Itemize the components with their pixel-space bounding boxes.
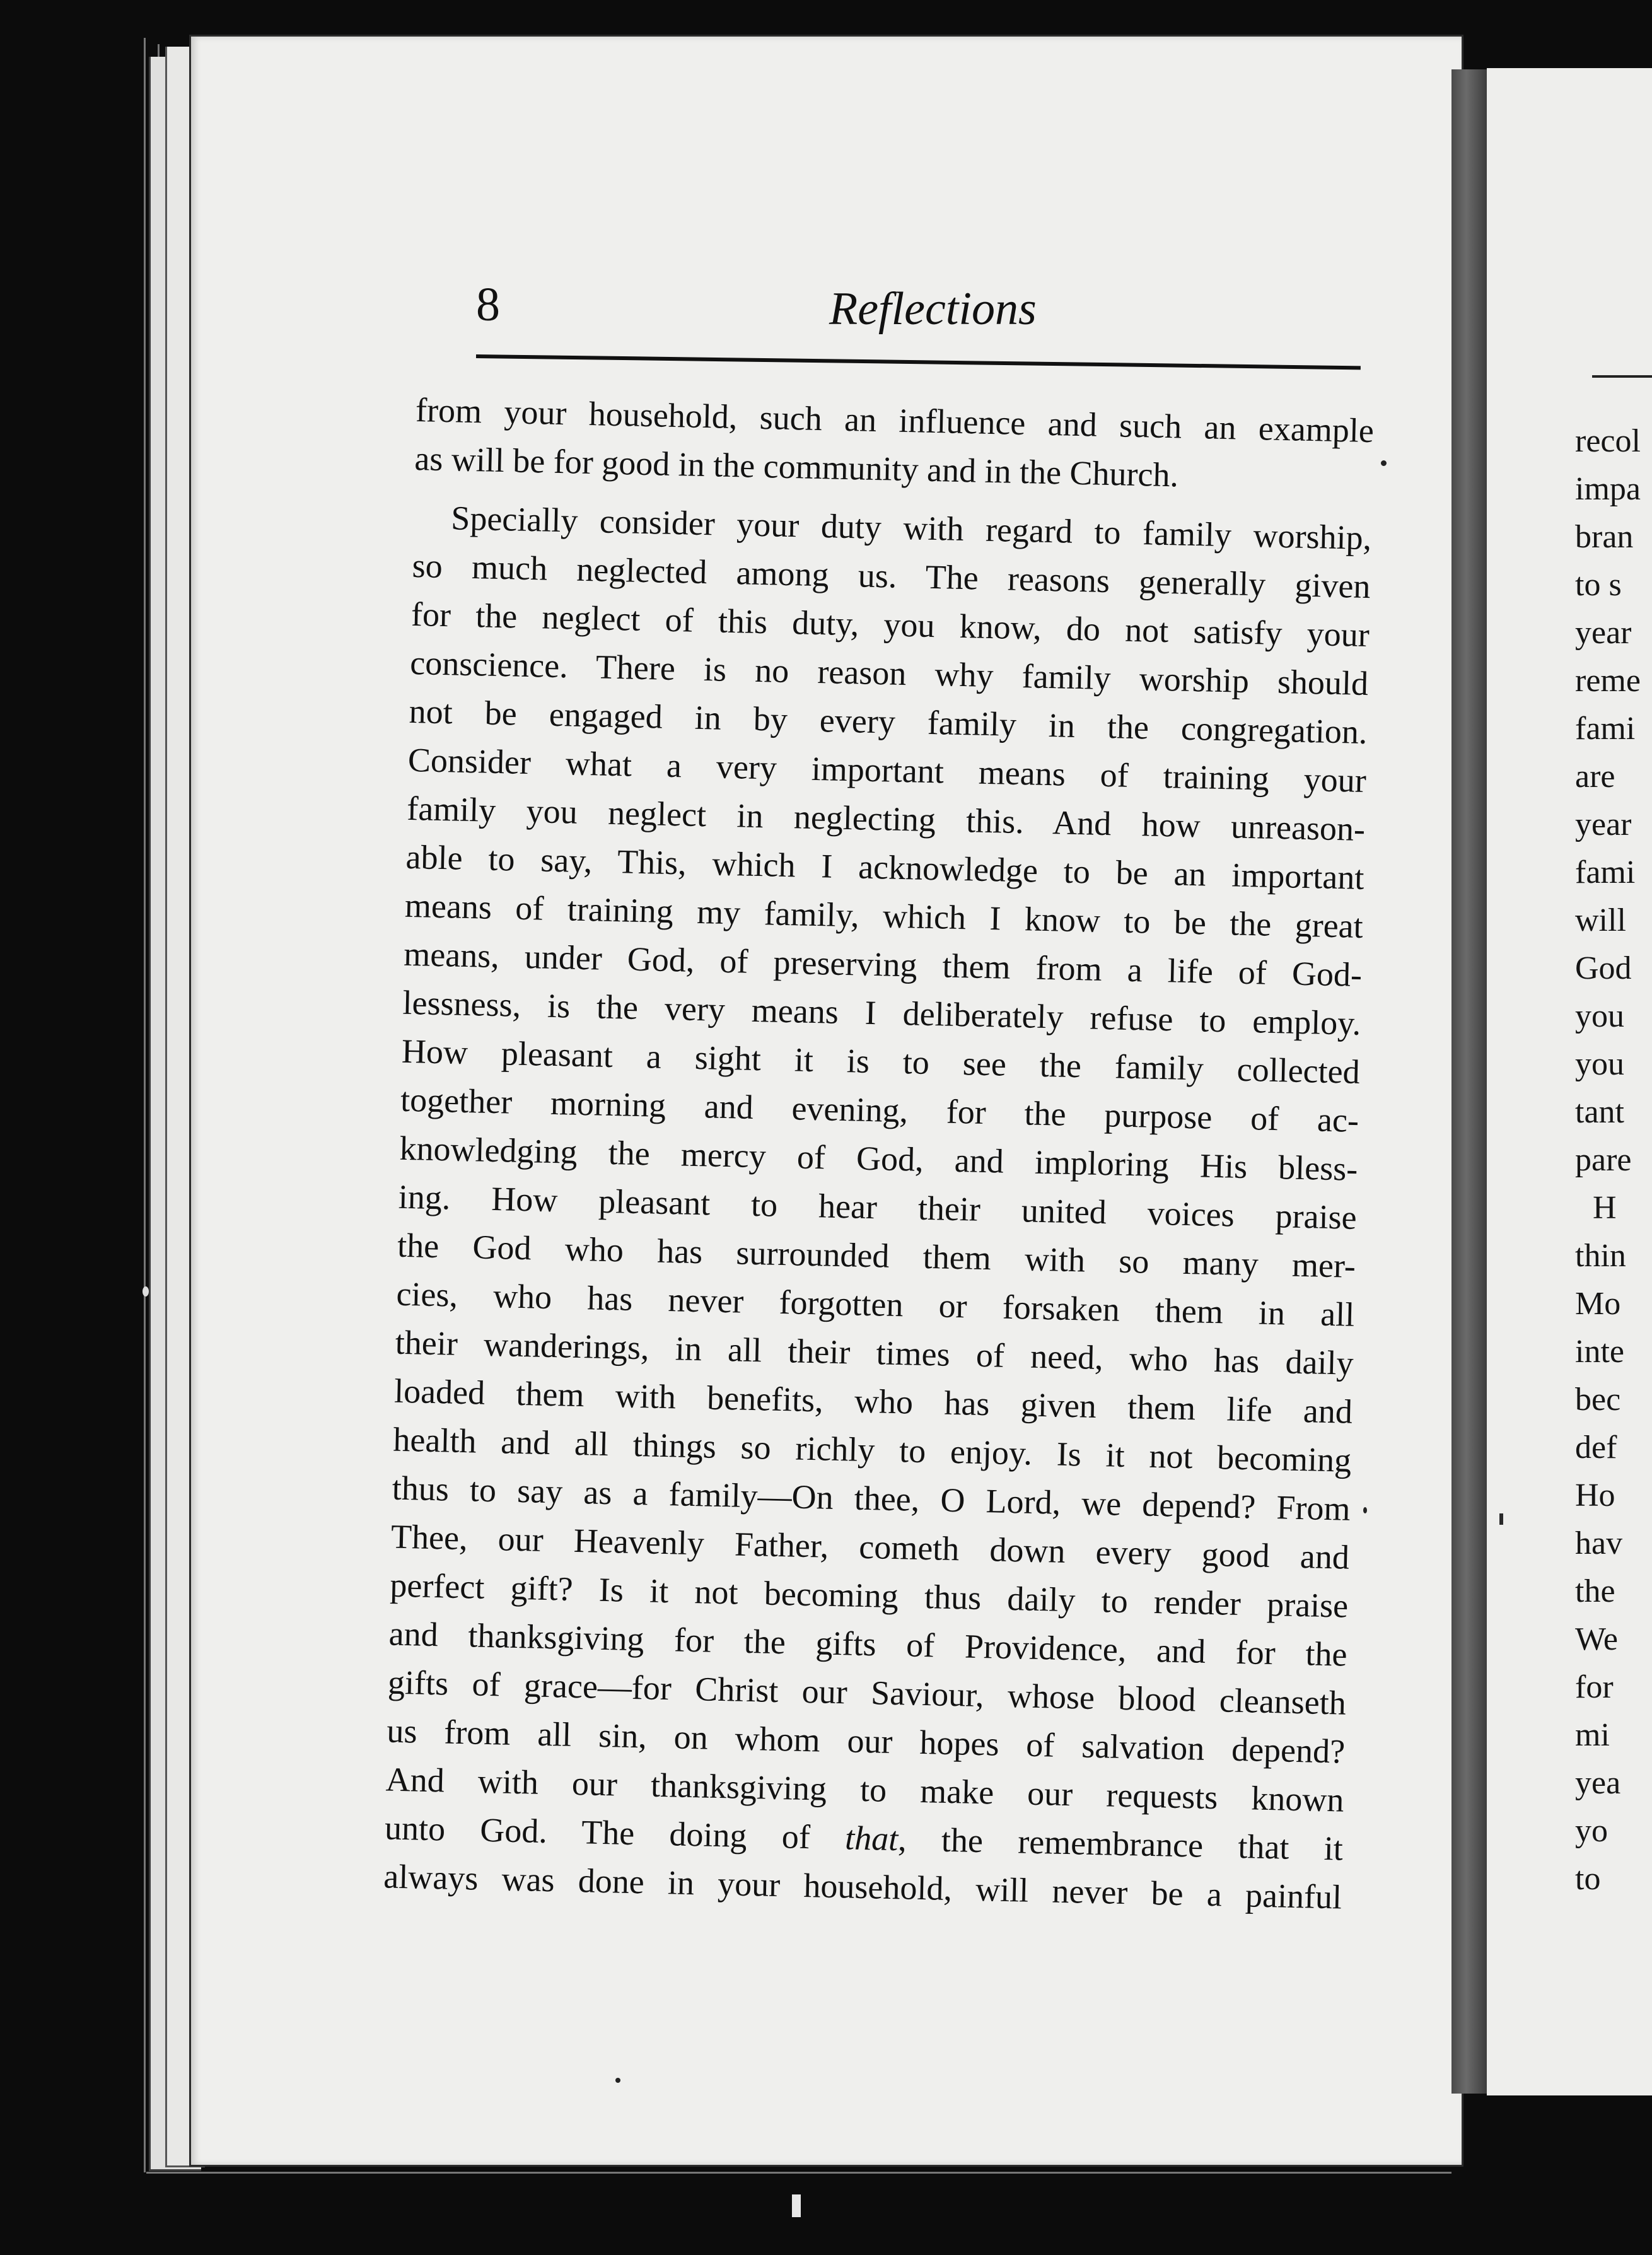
text-line: cies, who has never forgotten or forsaken them in all bbox=[395, 1274, 1355, 1334]
text-line: knowledging the mercy of God, and imploring His bless- bbox=[398, 1129, 1358, 1188]
text-line: Consider what a very important means of training your bbox=[407, 740, 1367, 800]
italic-emphasis: that bbox=[844, 1819, 899, 1858]
right-page-line: to s bbox=[1575, 567, 1622, 603]
right-page-line: We bbox=[1575, 1621, 1618, 1657]
right-page-line: reme bbox=[1575, 663, 1641, 699]
text-line: not be engaged in by every family in the congregation. bbox=[409, 692, 1368, 752]
text-line: family you neglect in neglecting this. And how unreason- bbox=[406, 789, 1366, 848]
text-line: perfect gift? Is it not becoming thus daily to render praise bbox=[389, 1566, 1349, 1625]
right-page-line: are bbox=[1575, 759, 1615, 795]
right-page-line: fami bbox=[1575, 711, 1636, 747]
right-page-line: H bbox=[1593, 1190, 1617, 1226]
body-text bbox=[383, 386, 1375, 1922]
text-line: Specially consider your duty with regard to family worship, bbox=[450, 499, 1372, 557]
right-page-text-fragments bbox=[1575, 417, 1652, 1903]
right-page-line: Ho bbox=[1575, 1477, 1615, 1513]
bottom-mark bbox=[792, 2194, 801, 2217]
text-line: thus to say as a family—On thee, O Lord, we depend? From bbox=[392, 1469, 1351, 1528]
margin-mark bbox=[1499, 1513, 1503, 1525]
right-page-line: recol bbox=[1575, 423, 1641, 459]
right-page-line: tant bbox=[1575, 1094, 1624, 1130]
right-page-head-rule bbox=[1592, 375, 1652, 378]
right-page-line: impa bbox=[1575, 471, 1641, 507]
text-line: conscience. There is no reason why family worship should bbox=[409, 643, 1369, 703]
book-gutter bbox=[1451, 69, 1488, 2094]
text-line: so much neglected among us. The reasons generally given bbox=[412, 546, 1371, 606]
page-number: 8 bbox=[476, 278, 500, 331]
right-page-line: hav bbox=[1575, 1525, 1623, 1561]
right-page-line: Mo bbox=[1575, 1286, 1621, 1322]
right-page-line: the bbox=[1575, 1573, 1615, 1609]
right-page-line: to bbox=[1575, 1861, 1601, 1897]
text-line: gifts of grace—for Christ our Saviour, whose blood cleanseth bbox=[387, 1663, 1347, 1722]
right-page-line: year bbox=[1575, 615, 1632, 651]
text-line: as will be for good in the community and in the Church. bbox=[414, 439, 1179, 494]
page-edge-line bbox=[146, 2172, 1451, 2174]
right-page-line: bran bbox=[1575, 519, 1634, 555]
right-page-line: you bbox=[1575, 998, 1624, 1034]
text-line: lessness, is the very means I deliberately refuse to employ. bbox=[402, 983, 1361, 1042]
text-line: us from all sin, on whom our hopes of salvation depend? bbox=[386, 1711, 1346, 1771]
text-line: the God who has surrounded them with so many mer- bbox=[397, 1226, 1356, 1285]
right-page-line: yea bbox=[1575, 1765, 1621, 1801]
text-segment: , the remembrance that it bbox=[897, 1820, 1344, 1868]
text-line: able to say, This, which I acknowledge to be an important bbox=[405, 837, 1364, 897]
right-page-line: inte bbox=[1575, 1334, 1624, 1370]
text-line: ing. How pleasant to hear their united voices praise bbox=[398, 1177, 1358, 1237]
text-line: means of training my family, which I know to be the great bbox=[404, 886, 1364, 945]
text-line: from your household, such an influence and such an example bbox=[415, 390, 1375, 450]
right-page-line: pare bbox=[1575, 1142, 1632, 1178]
text-line: means, under God, of preserving them from a life of God- bbox=[403, 935, 1363, 994]
text-line: together morning and evening, for the purpose of ac- bbox=[400, 1080, 1359, 1139]
text-line: loaded them with benefits, who has given them life and bbox=[393, 1372, 1353, 1431]
right-page-line: fami bbox=[1575, 854, 1636, 890]
print-speck bbox=[143, 1286, 149, 1296]
text-line: And with our thanksgiving to make our requests known bbox=[385, 1760, 1345, 1819]
running-title: Reflections bbox=[829, 283, 1037, 335]
right-page-line: you bbox=[1575, 1046, 1624, 1082]
text-line: their wanderings, in all their times of need, who has daily bbox=[395, 1323, 1354, 1382]
print-speck bbox=[615, 2078, 620, 2083]
right-page-line: bec bbox=[1575, 1382, 1621, 1418]
text-line: Thee, our Heavenly Father, cometh down every good and bbox=[390, 1517, 1350, 1576]
text-line: health and all things so richly to enjoy. Is it not becoming bbox=[392, 1420, 1352, 1479]
page-edge-line bbox=[144, 38, 146, 2172]
text-segment: unto God. The doing of bbox=[384, 1809, 811, 1856]
running-head bbox=[476, 277, 1359, 347]
right-page-line: will bbox=[1575, 902, 1626, 938]
text-line: How pleasant a sight it is to see the family collected bbox=[401, 1032, 1361, 1091]
text-line: and thanksgiving for the gifts of Providence, and for the bbox=[388, 1614, 1348, 1674]
print-speck bbox=[1381, 460, 1387, 466]
right-page-line: year bbox=[1575, 807, 1632, 842]
right-page-line: mi bbox=[1575, 1717, 1610, 1753]
text-line: always was done in your household, will never be a painful bbox=[383, 1857, 1342, 1916]
print-speck bbox=[1363, 1507, 1367, 1513]
text-line: for the neglect of this duty, you know, do not satisfy your bbox=[410, 595, 1370, 655]
right-page-line: for bbox=[1575, 1669, 1614, 1705]
right-page-line: def bbox=[1575, 1430, 1617, 1465]
right-page-line: yo bbox=[1575, 1813, 1608, 1849]
right-page-line: thin bbox=[1575, 1238, 1626, 1274]
right-page-line: God bbox=[1575, 950, 1632, 986]
